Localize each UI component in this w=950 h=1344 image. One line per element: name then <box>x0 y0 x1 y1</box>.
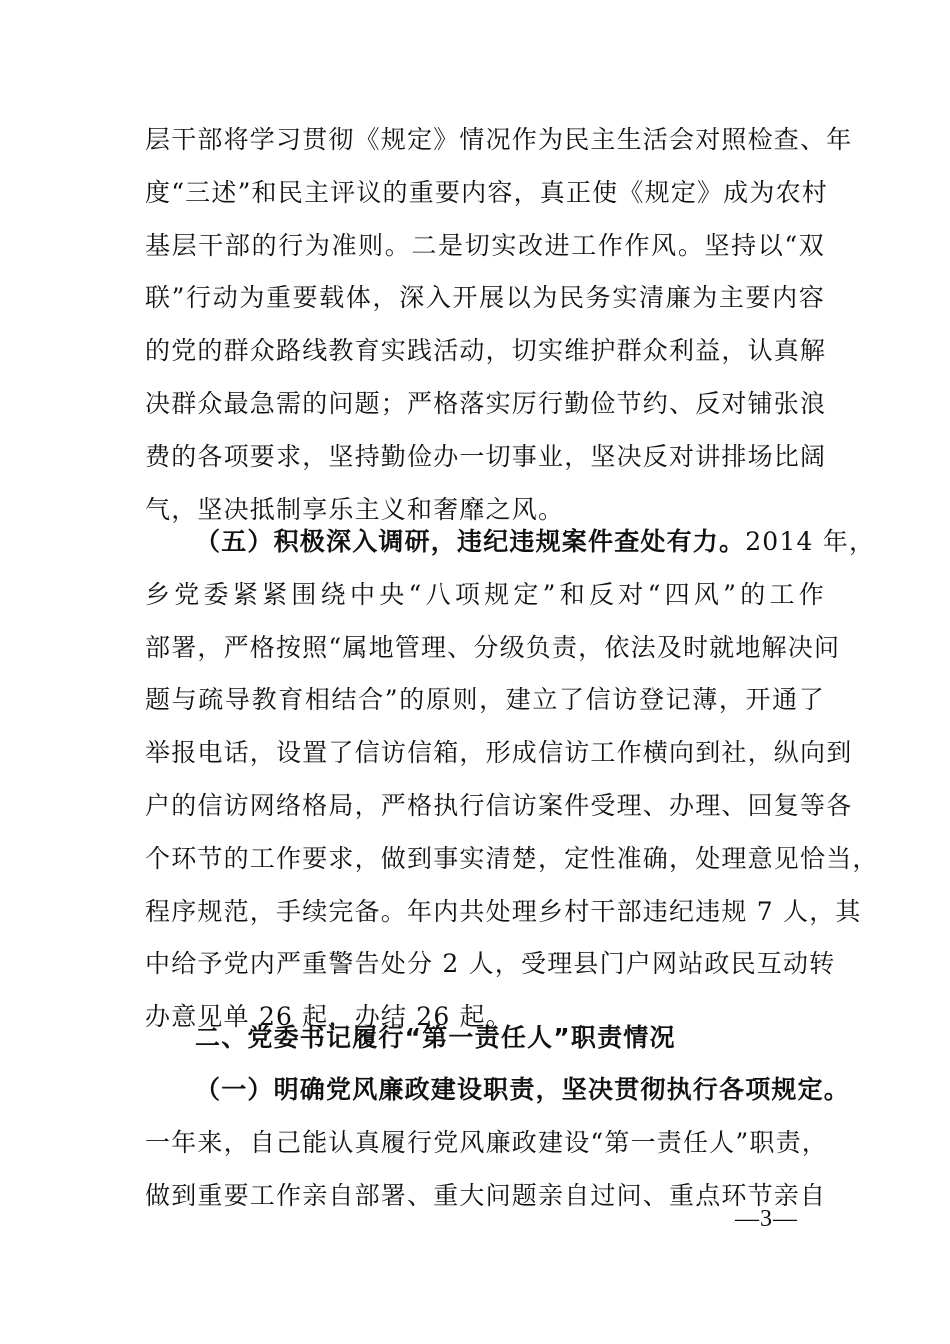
text-line: 中给予党内严重警告处分 2 人，受理县门户网站政民互动转 <box>145 949 836 979</box>
text-line: 举报电话，设置了信访信箱，形成信访工作横向到社，纵向到 <box>145 738 853 768</box>
chapter-2-block <box>145 1012 825 1065</box>
text-line: 决群众最急需的问题；严格落实厉行勤俭节约、反对铺张浪 <box>145 388 827 418</box>
section-5-first-text: 2014 年， <box>745 527 876 556</box>
chapter-2-heading: 二、党委书记履行“第一责任人”职责情况 <box>195 1023 676 1052</box>
text-line: 程序规范，手续完备。年内共处理乡村干部违纪违规 7 人，其 <box>145 896 862 926</box>
text-line: 一年来，自己能认真履行党风廉政建设“第一责任人”职责， <box>145 1127 828 1157</box>
text-line: 做到重要工作亲自部署、重大问题亲自过问、重点环节亲自 <box>145 1180 827 1210</box>
text-line: 费的各项要求，坚持勤俭办一切事业，坚决反对讲排场比阔 <box>145 441 827 471</box>
text-line: 乡党委紧紧围绕中央“八项规定”和反对“四风”的工作 <box>145 579 825 609</box>
text-line: 联”行动为重要载体，深入开展以为民务实清廉为主要内容 <box>145 283 825 313</box>
text-line: 办意见单 26 起，办结 26 起。 <box>145 1002 513 1032</box>
text-line: 户的信访网络格局，严格执行信访案件受理、办理、回复等各 <box>145 790 853 820</box>
paragraph-work-style <box>145 114 853 536</box>
page-number: —3— <box>735 1206 798 1232</box>
text-line: 层干部将学习贯彻《规定》情况作为民主生活会对照检查、年 <box>145 125 853 154</box>
text-line: 题与疏导教育相结合”的原则，建立了信访登记薄，开通了 <box>145 685 825 715</box>
text-line: 个环节的工作要求，做到事实清楚，定性准确，处理意见恰当， <box>145 843 879 873</box>
text-line: 度“三述”和民主评议的重要内容，真正使《规定》成为农村 <box>145 177 828 207</box>
text-line: 基层干部的行为准则。二是切实改进工作作风。坚持以“双 <box>145 230 825 260</box>
paragraph-section-1 <box>145 1064 851 1222</box>
section-5-heading: （五）积极深入调研，违纪违规案件查处有力。 <box>195 527 746 556</box>
section-5-first-line <box>145 516 876 569</box>
text-line: 部署，严格按照“属地管理、分级负责，依法及时就地解决问 <box>145 632 841 662</box>
section-1-heading: （一）明确党风廉政建设职责，坚决贯彻执行各项规定。 <box>195 1075 851 1104</box>
text-line: 气，坚决抵制享乐主义和奢靡之风。 <box>145 494 565 524</box>
paragraph-section-5 <box>145 516 879 1044</box>
text-line: 的党的群众路线教育实践活动，切实维护群众利益，认真解 <box>145 336 827 366</box>
